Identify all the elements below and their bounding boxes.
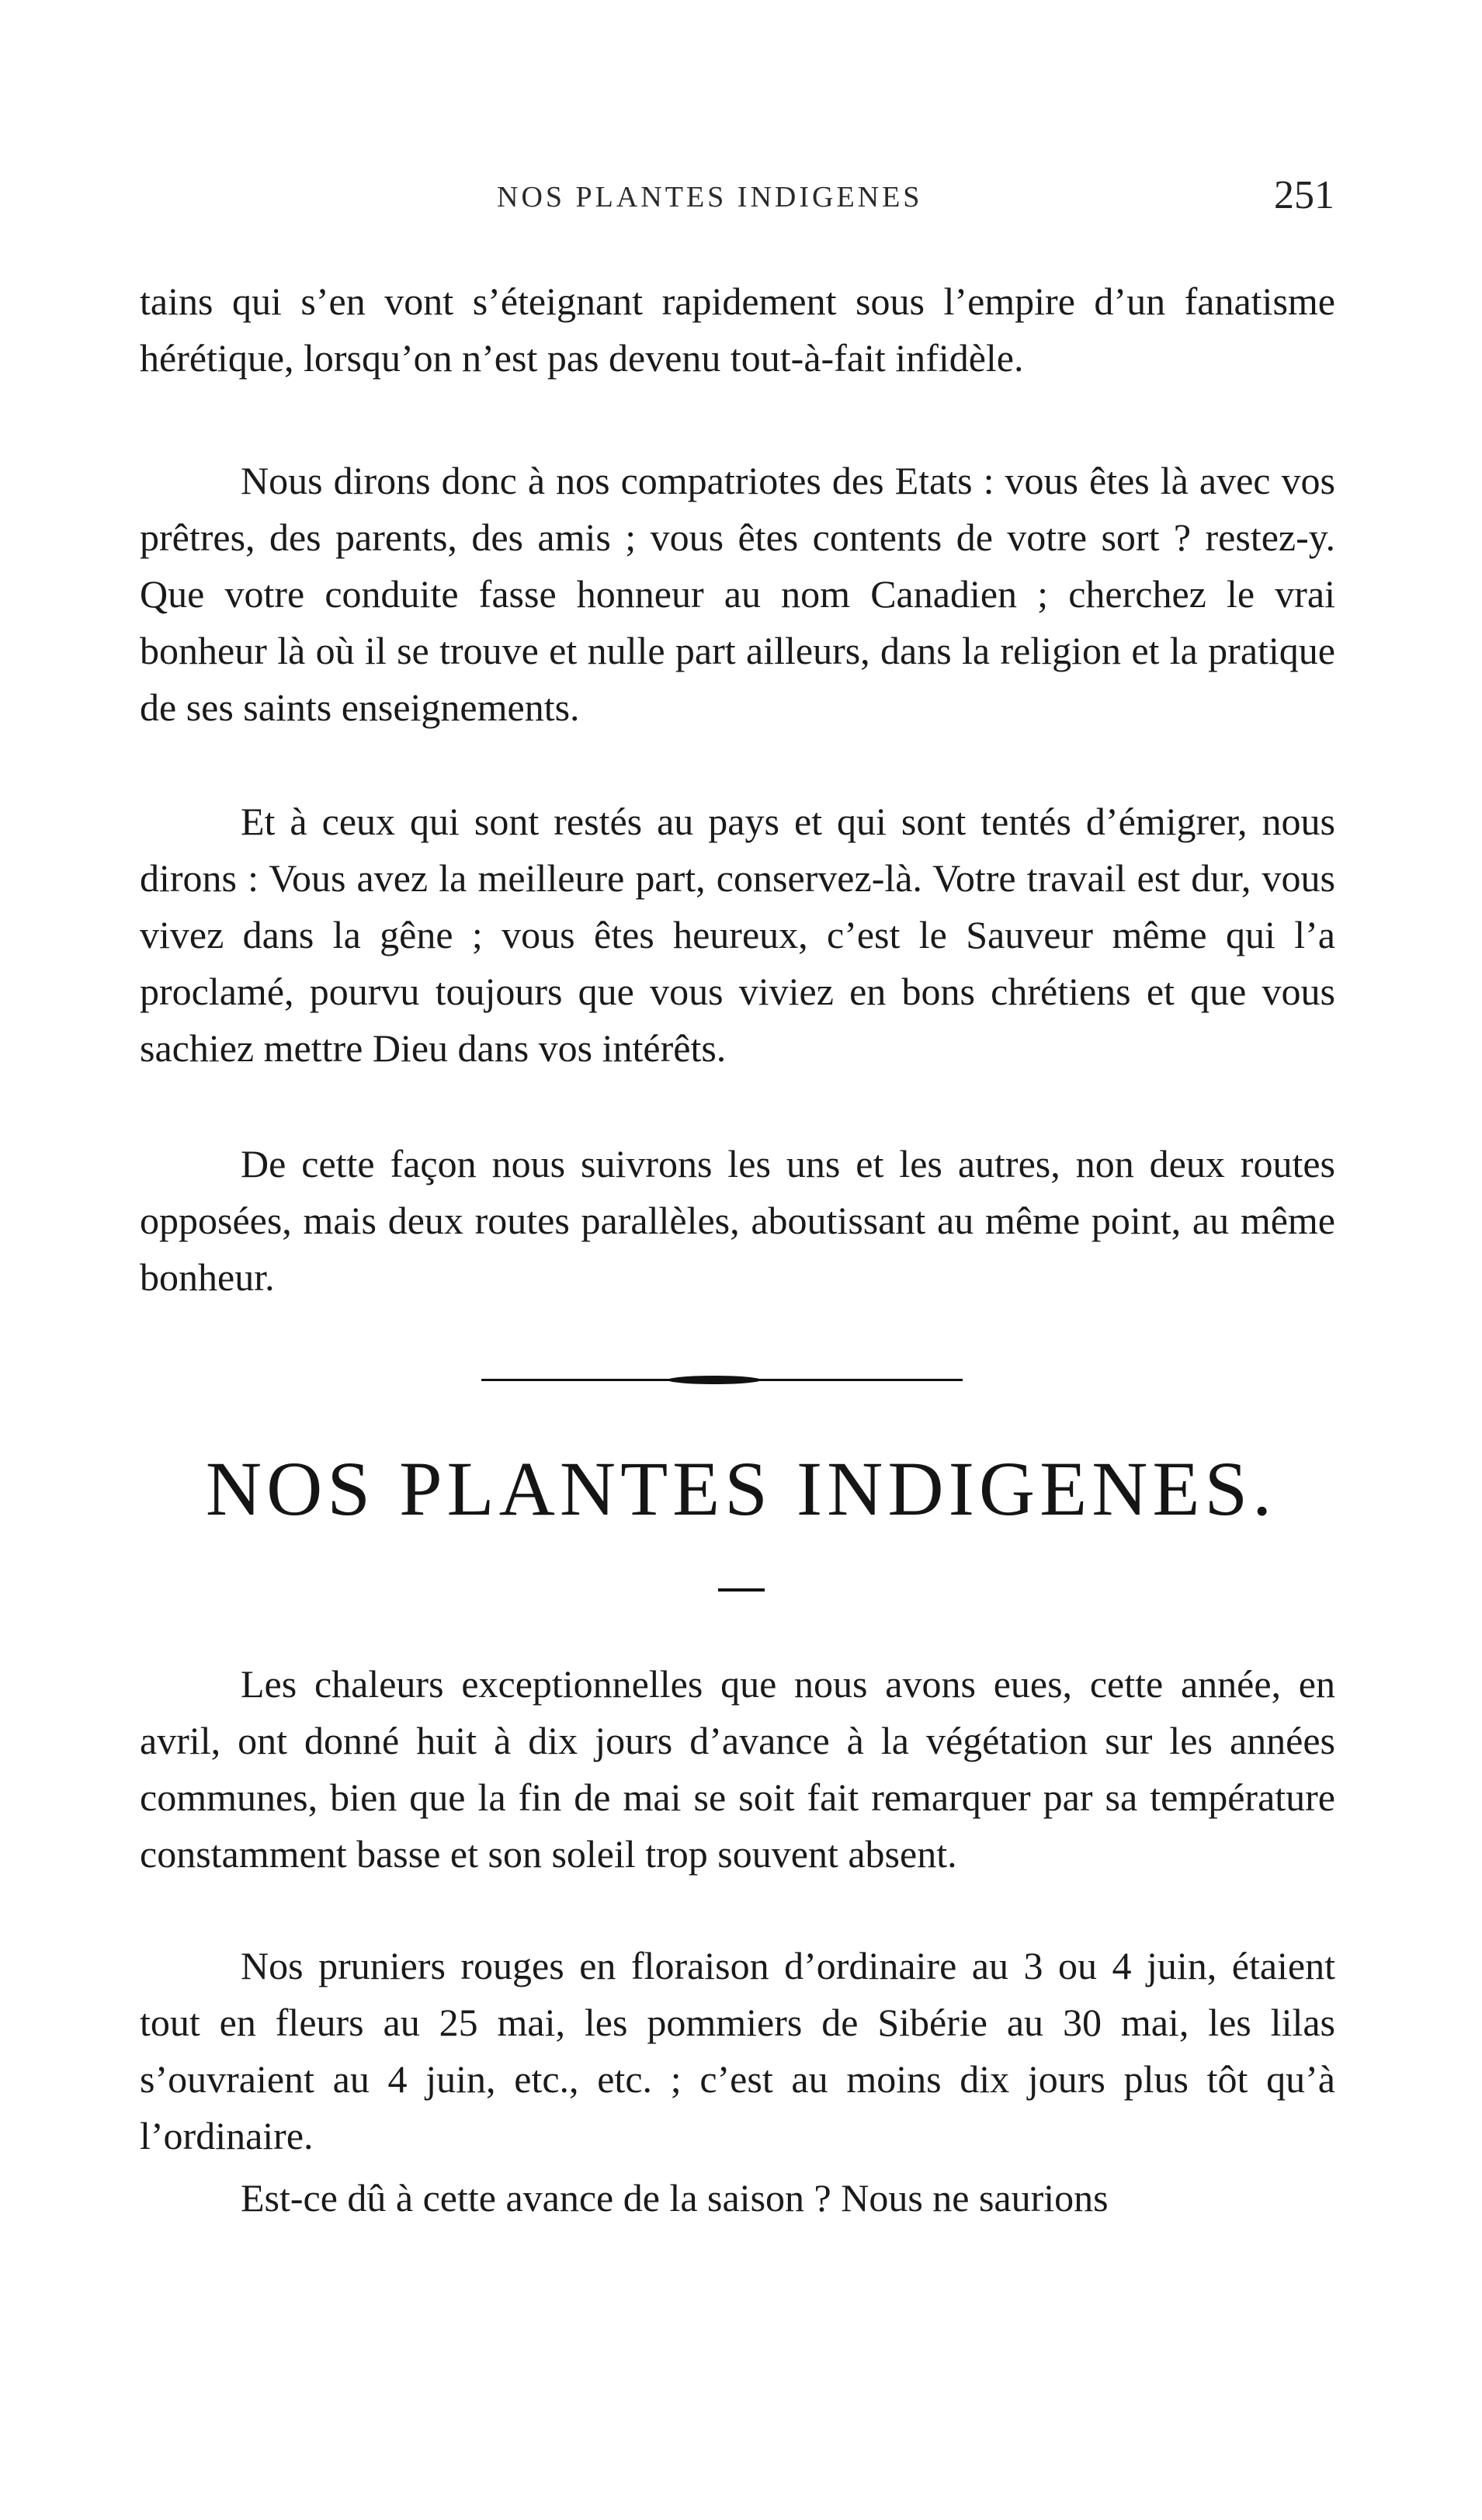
paragraph-routes bbox=[140, 1136, 1335, 1306]
paragraph-text: Et à ceux qui sont restés au pays et qui sont tentés d’émigrer, nous dirons : Vous avez la meilleure part, conservez-là. Votre travail est dur, vous vivez dans la gêne ; vous êtes heureux, c’est le Sauveur même qui l’a proclamé, pourvu toujours que vous viviez en bons chrétiens et que vous sachiez mettre Dieu dans vos intérêts. bbox=[140, 800, 1335, 1070]
ornamental-divider bbox=[481, 1379, 963, 1381]
paragraph-text: tains qui s’en vont s’éteignant rapidement sous l’empire d’un fanatisme hérétique, lorsqu’on n’est pas devenu tout-à-fait infidèle. bbox=[140, 279, 1335, 380]
paragraph-text: Les chaleurs exceptionnelles que nous avons eues, cette année, en avril, ont donné huit à dix jours d’avance à la végétation sur les années communes, bien que la fin de mai se soit fait remarquer par sa température constamment basse et son soleil trop souvent absent. bbox=[140, 1662, 1335, 1876]
paragraph-continuation bbox=[140, 273, 1335, 387]
section-paragraph-saison bbox=[140, 2170, 1335, 2227]
paragraph-text: Nos pruniers rouges en floraison d’ordinaire au 3 ou 4 juin, étaient tout en fleurs au 25 mai, les pommiers de Sibérie au 30 mai, les lilas s’ouvraient au 4 juin, etc., etc. ; c’est au moins dix jours plus tôt qu’à l’ordinaire. bbox=[140, 1944, 1335, 2157]
page-number: 251 bbox=[1274, 173, 1334, 217]
paragraph-compatriotes bbox=[140, 453, 1335, 736]
section-paragraph-pruniers bbox=[140, 1938, 1335, 2164]
paragraph-emigrer bbox=[140, 793, 1335, 1077]
section-paragraph-chaleurs bbox=[140, 1656, 1335, 1883]
section-title: NOS PLANTES INDIGENES. bbox=[205, 1446, 1277, 1532]
paragraph-text: De cette façon nous suivrons les uns et les autres, non deux routes opposées, mais deux routes parallèles, aboutissant au même point, au même bonheur. bbox=[140, 1142, 1335, 1299]
running-head: NOS PLANTES INDIGENES bbox=[497, 181, 923, 213]
paragraph-text: Est-ce dû à cette avance de la saison ? Nous ne saurions bbox=[241, 2176, 1109, 2220]
paragraph-text: Nous dirons donc à nos compatriotes des Etats : vous êtes là avec vos prêtres, des parents, des amis ; vous êtes contents de votre sort ? restez-y. Que votre conduite fasse honneur au nom Canadien ; cherchez le vrai bonheur là où il se trouve et nulle part ailleurs, dans la religion et la pratique de ses saints enseignements. bbox=[140, 459, 1335, 729]
short-divider bbox=[718, 1588, 765, 1591]
